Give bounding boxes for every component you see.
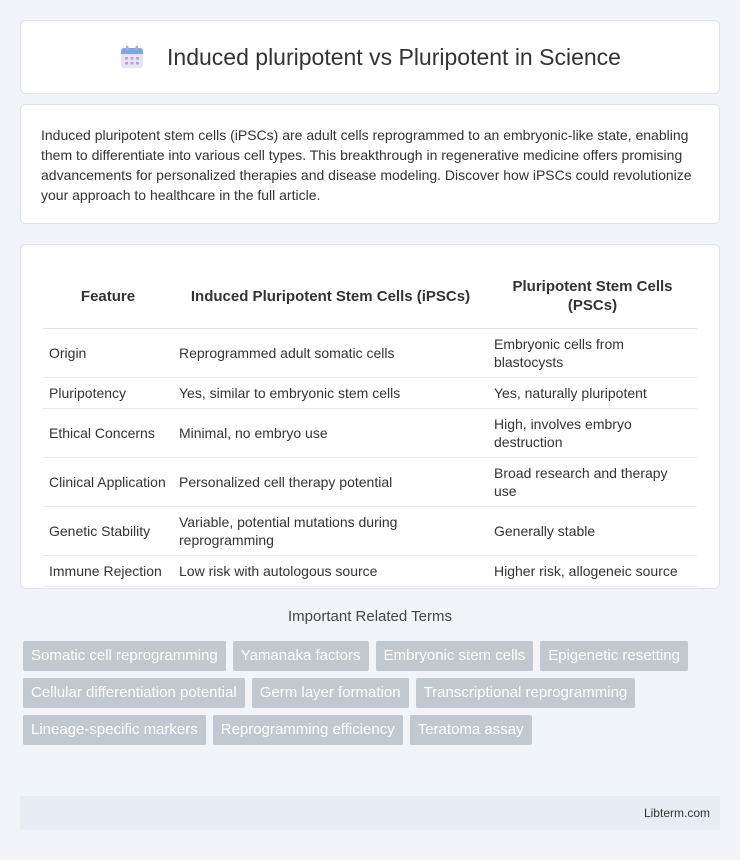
row-ipscs: Reprogrammed adult somatic cells: [173, 328, 488, 377]
table-row: [43, 377, 697, 408]
row-ipscs: Low risk with autologous source: [173, 555, 488, 586]
row-feature: Pluripotency: [43, 377, 173, 408]
table-row: [43, 506, 697, 555]
row-pscs: Higher risk, allogeneic source: [488, 555, 697, 586]
row-pscs: Broad research and therapy use: [488, 457, 697, 506]
header-ipscs: Induced Pluripotent Stem Cells (iPSCs): [173, 265, 488, 328]
row-feature: Origin: [43, 328, 173, 377]
intro-card: [20, 104, 720, 224]
row-pscs: Generally stable: [488, 506, 697, 555]
calendar-icon: [119, 44, 145, 70]
row-feature: Immune Rejection: [43, 555, 173, 586]
related-term-tag[interactable]: Embryonic stem cells: [376, 641, 534, 671]
related-term-tag[interactable]: Transcriptional reprogramming: [416, 678, 636, 708]
related-term-tag[interactable]: Lineage-specific markers: [23, 715, 206, 745]
related-term-tag[interactable]: Somatic cell reprogramming: [23, 641, 226, 671]
table-row: [43, 457, 697, 506]
table-row: [43, 555, 697, 586]
related-term-tag[interactable]: Epigenetic resetting: [540, 641, 688, 671]
row-ipscs: Yes, similar to embryonic stem cells: [173, 377, 488, 408]
row-pscs: Yes, naturally pluripotent: [488, 377, 697, 408]
row-ipscs: Personalized cell therapy potential: [173, 457, 488, 506]
intro-text: Induced pluripotent stem cells (iPSCs) are adult cells reprogrammed to an embryonic-like state, enabling them to differentiate into various cell types. This breakthrough in regenerative medicine offers promising advancements for personalized therapies and disease modeling. Discover how iPSCs could revolutionize your approach to healthcare in the full article.: [41, 127, 692, 203]
table-header-row: [43, 265, 697, 328]
row-ipscs: Minimal, no embryo use: [173, 408, 488, 457]
related-terms-title: Important Related Terms: [288, 608, 452, 625]
header-card: [20, 20, 720, 94]
table-row: [43, 408, 697, 457]
footer-site-link[interactable]: Libterm.com: [643, 806, 710, 820]
related-term-tag[interactable]: Reprogramming efficiency: [213, 715, 403, 745]
header-pscs: Pluripotent Stem Cells (PSCs): [488, 265, 697, 328]
comparison-table-card: [20, 244, 720, 589]
related-term-tag[interactable]: Yamanaka factors: [233, 641, 369, 671]
related-term-tag[interactable]: Germ layer formation: [252, 678, 409, 708]
table-row: [43, 328, 697, 377]
related-terms-list: [23, 641, 723, 745]
related-term-tag[interactable]: Teratoma assay: [410, 715, 532, 745]
page-title: Induced pluripotent vs Pluripotent in Science: [167, 43, 621, 70]
row-pscs: Embryonic cells from blastocysts: [488, 328, 697, 377]
related-term-tag[interactable]: Cellular differentiation potential: [23, 678, 245, 708]
footer: [20, 796, 720, 830]
row-feature: Ethical Concerns: [43, 408, 173, 457]
comparison-table: [43, 265, 697, 587]
header-feature: Feature: [43, 265, 173, 328]
row-pscs: High, involves embryo destruction: [488, 408, 697, 457]
row-feature: Genetic Stability: [43, 506, 173, 555]
row-feature: Clinical Application: [43, 457, 173, 506]
row-ipscs: Variable, potential mutations during reprogramming: [173, 506, 488, 555]
